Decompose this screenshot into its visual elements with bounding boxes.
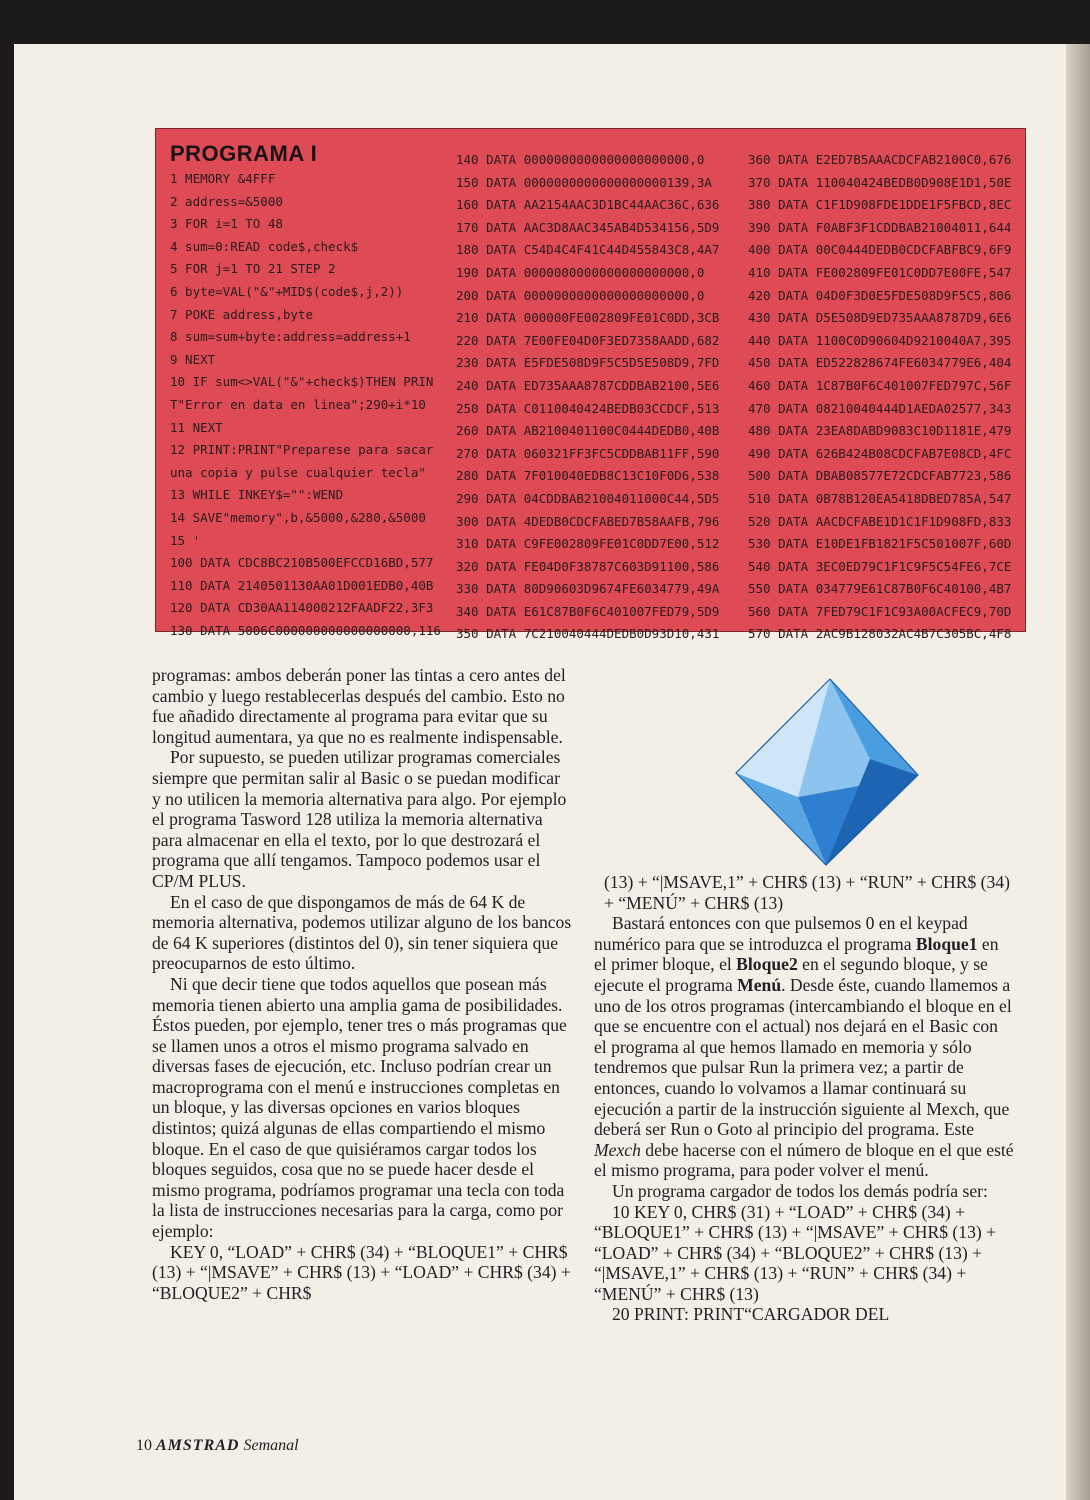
listing-title: PROGRAMA I [170,141,318,166]
listing-line: 520 DATA AACDCFABE1D1C1F1D908FD,833 [748,513,1012,529]
listing-line: 410 DATA FE002809FE01C0DD7E00FE,547 [748,264,1012,280]
listing-line: 290 DATA 04CDDBAB21004011000C44,5D5 [456,490,720,506]
listing-line: una copia y pulse cualquier tecla" [170,464,426,480]
next-page-edge [1066,44,1090,1500]
right-text-column [594,872,1014,1325]
listing-line: T"Error en data en linea";290+i*10 [170,396,426,412]
listing-line: 340 DATA E61C87B0F6C401007FED79,5D9 [456,603,720,619]
listing-line: 160 DATA AA2154AAC3D1BC44AAC36C,636 [456,197,720,213]
listing-line: 400 DATA 00C0444DEDB0CDCFABFBC9,6F9 [748,242,1012,258]
listing-line: 440 DATA 1100C0D90604D9210040A7,395 [748,332,1012,348]
listing-line: 100 DATA CDC8BC210B500EFCCD16BD,577 [170,555,434,571]
listing-line: 350 DATA 7C210040444DEDB0D93D10,431 [456,626,720,642]
listing-line: 130 DATA 5006C000000000000000000,116 [170,622,441,638]
listing-line: 360 DATA E2ED7B5AAACDCFAB2100C0,676 [748,152,1012,167]
listing-line: 420 DATA 04D0F3D0E5FDE508D9F5C5,806 [748,287,1012,303]
listing-line: 550 DATA 034779E61C87B0F6C40100,4B7 [748,581,1012,597]
left-text-column [152,665,572,1303]
listing-line: 120 DATA CD30AA114000212FAADF22,3F3 [170,600,434,616]
page-number: 10 [136,1437,152,1454]
listing-line: 11 NEXT [170,419,223,435]
listing-line: 490 DATA 626B424B08CDCFAB7E08CD,4FC [748,445,1012,461]
listing-column-1 [170,168,448,642]
listing-line: 140 DATA 0000000000000000000000,0 [456,152,705,167]
loader-code-line-10: 10 KEY 0, CHR$ (31) + “LOAD” + CHR$ (34) + “BLOQUE1” + CHR$ (13) + “|MSAVE” + CHR$ (13) + “LOAD” + CHR$ (34) + “BLOQUE2” + CHR$ (13) + “|MSAVE,1” + CHR$ (13) + “RUN” + CHR$ (34) + “MENÚ” + CHR$ (13) [594,1201,997,1304]
listing-line: 380 DATA C1F1D908FDE1DDE1F5FBCD,8EC [748,197,1012,213]
listing-column-2 [456,149,742,646]
magazine-brand: AMSTRAD [156,1437,240,1454]
listing-line: 220 DATA 7E00FE04D0F3ED7358AADD,682 [456,332,720,348]
listing-line: 390 DATA F0ABF3F1CDDBAB21004011,644 [748,219,1012,235]
listing-line: 540 DATA 3EC0ED79C1F1C9F5C54FE6,7CE [748,558,1012,574]
magazine-publication: Semanal [243,1437,299,1454]
listing-line: 300 DATA 4DEDB0CDCFABED7B58AAFB,796 [456,513,720,529]
program-listing [155,128,1026,642]
listing-line: 450 DATA ED522828674FE6034779E6,404 [748,355,1012,371]
listing-line: 8 sum=sum+byte:address=address+1 [170,329,411,345]
listing-line: 15 ' [170,532,201,548]
listing-line: 180 DATA C54D4C4F41C44D455843C8,4A7 [456,242,720,258]
paragraph: Ni que decir tiene que todos aquellos que posean más memoria tienen abierto una amplia gama de posibilidades. Éstos pueden, por ejemplo, tener tres o más programas que se llamen unos a otros el mismo programa salvado en diversas fases de ejecución, etc. Incluso podrían crear un macroprograma con el menú e instrucciones completas en un bloque, y las diversas opciones en varios bloques distintos; quizá algunas de ellas compartiendo el mismo bloque. En el caso de que quisiéramos cargar todos los bloques seguidos, cosa que no se puede hacer desde el mismo programa, podríamos programar una tecla con toda la lista de instrucciones necesarias para la carga, como por ejemplo: [152,973,567,1242]
listing-line: 200 DATA 0000000000000000000000,0 [456,287,705,303]
paragraph: programas: ambos deberán poner las tintas a cero antes del cambio y luego restablecerlas después del cambio. Esto no fue añadido directamente al programa para evitar que su longitud aumentara, ya que no es realmente indispensable. [152,665,566,747]
listing-line: 460 DATA 1C87B0F6C401007FED797C,56F [748,377,1012,393]
listing-line: 330 DATA 80D90603D9674FE6034779,49A [456,581,720,597]
listing-line: 190 DATA 0000000000000000000000,0 [456,264,705,280]
listing-line: 1 MEMORY &4FFF [170,171,276,186]
paragraph: Bastará entonces con que pulsemos 0 en el keypad numérico para que se introduzca el programa Bloque1 en el primer bloque, el Bloque2 en el segundo bloque, y se ejecute el programa Menú. Desde éste, cuando llamemos a uno de los otros programas (intercambiando el bloque en el que se encuentre con el actual) nos dejará en el Basic con el programa al que hemos llamado en memoria y sólo tendremos que pulsar Run la primera vez; a partir de entonces, cuando lo volvamos a llamar continuará su ejecución a partir de la instrucción siguiente al Mexch, que deberá ser Run o Goto al principio del programa. Este Mexch debe hacerse con el número de bloque en el que esté el mismo programa, para poder volver el menú. [594,913,1014,1181]
key-definition: KEY 0, “LOAD” + CHR$ (34) + “BLOQUE1” + CHR$ (13) + “|MSAVE” + CHR$ (13) + “LOAD” + CHR$ (34) + “BLOQUE2” + CHR$ [152,1241,571,1303]
listing-line: 430 DATA D5E508D9ED735AAA8787D9,6E6 [748,310,1012,326]
listing-line: 10 IF sum<>VAL("&"+check$)THEN PRIN [170,374,434,390]
paragraph: Por supuesto, se pueden utilizar programas comerciales siempre que permitan salir al Basic o se puedan modificar y no utilicen la memoria alternativa para algo. Por ejemplo el programa Tasword 128 utiliza la memoria alternativa para almacenar en ella el texto, por lo que destrozará el programa que allí tengamos. Tampoco podemos usar el CP/M PLUS. [152,747,567,891]
listing-line: 560 DATA 7FED79C1F1C93A00ACFEC9,70D [748,603,1012,619]
paragraph: Un programa cargador de todos los demás podría ser: [612,1180,988,1201]
listing-line: 170 DATA AAC3D8AAC345AB4D534156,5D9 [456,219,720,235]
paragraph: En el caso de que dispongamos de más de 64 K de memoria alternativa, podemos utilizar alguno de los bancos de 64 K superiores (distintos del 0), sin tener siquiera que preocuparnos de esto último. [152,891,572,974]
listing-line: 14 SAVE"memory",b,&5000,&280,&5000 [170,509,426,525]
key-definition-continued: (13) + “|MSAVE,1” + CHR$ (13) + “RUN” + CHR$ (34) + “MENÚ” + CHR$ (13) [604,872,1010,913]
listing-line: 270 DATA 060321FF3FC5CDDBAB11FF,590 [456,445,720,461]
listing-line: 230 DATA E5FDE508D9F5C5D5E508D9,7FD [456,355,720,371]
listing-line: 4 sum=0:READ code$,check$ [170,238,359,254]
listing-line: 12 PRINT:PRINT"Preparese para sacar [170,442,434,458]
octahedron-illustration [734,677,920,867]
listing-line: 480 DATA 23EA8DABD9083C10D1181E,479 [748,423,1012,439]
listing-line: 6 byte=VAL("&"+MID$(code$,j,2)) [170,283,404,299]
listing-line: 260 DATA AB2100401100C0444DEDB0,40B [456,423,720,439]
listing-line: 3 FOR i=1 TO 48 [170,216,283,232]
listing-line: 13 WHILE INKEY$="":WEND [170,487,344,503]
listing-line: 320 DATA FE04D0F38787C603D91100,586 [456,558,720,574]
listing-line: 250 DATA C0110040424BEDB03CCDCF,513 [456,400,720,416]
loader-code-line-20: 20 PRINT: PRINT“CARGADOR DEL [612,1304,890,1325]
listing-line: 530 DATA E10DE1FB1821F5C501007F,60D [748,536,1012,552]
listing-line: 500 DATA DBAB08577E72CDCFAB7723,586 [748,468,1012,484]
listing-line: 210 DATA 000000FE002809FE01C0DD,3CB [456,310,720,326]
listing-line: 150 DATA 0000000000000000000139,3A [456,174,712,190]
listing-line: 280 DATA 7F010040EDB8C13C10F0D6,538 [456,468,720,484]
listing-line: 110 DATA 2140501130AA01D001EDB0,40B [170,577,434,593]
listing-line: 510 DATA 0B78B120EA5418DBED785A,547 [748,490,1012,506]
listing-line: 310 DATA C9FE002809FE01C0DD7E00,512 [456,536,720,552]
listing-line: 2 address=&5000 [170,193,283,209]
listing-column-3 [748,149,1018,646]
listing-line: 470 DATA 08210040444D1AEDA02577,343 [748,400,1012,416]
listing-line: 9 NEXT [170,351,216,367]
listing-line: 240 DATA ED735AAA8787CDDBAB2100,5E6 [456,377,720,393]
page-footer [136,1437,299,1455]
listing-line: 7 POKE address,byte [170,306,313,322]
listing-line: 370 DATA 110040424BEDB0D908E1D1,50E [748,174,1012,190]
listing-line: 5 FOR j=1 TO 21 STEP 2 [170,261,336,277]
listing-line: 570 DATA 2AC9B128032AC4B7C305BC,4F8 [748,626,1012,642]
